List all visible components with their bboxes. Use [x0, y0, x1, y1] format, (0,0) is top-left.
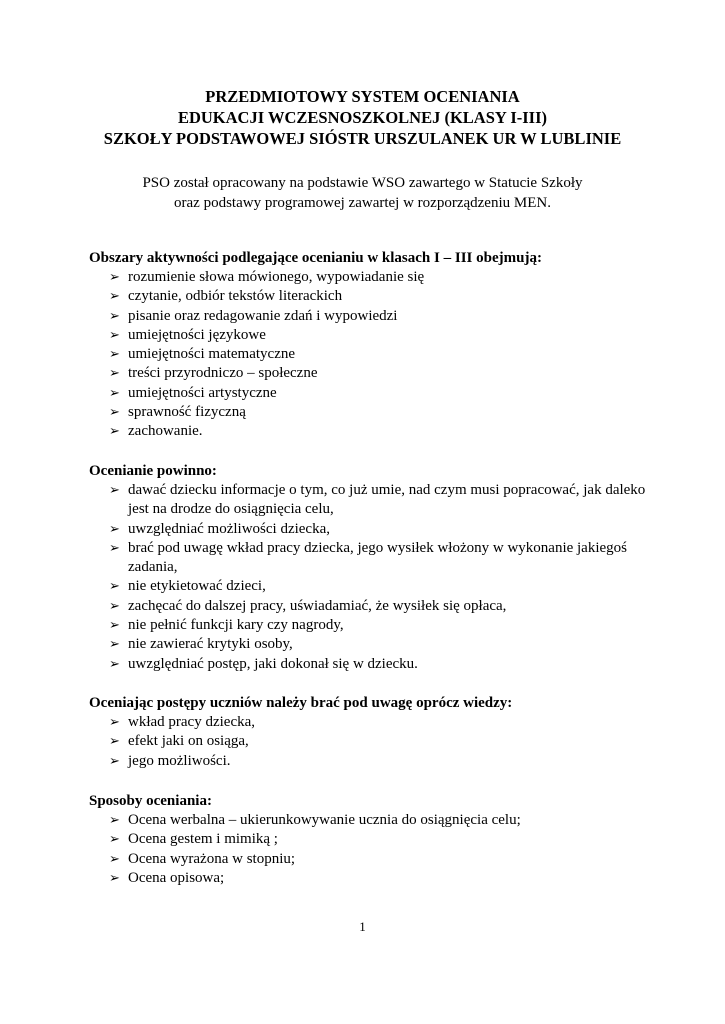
list-item: ➢ nie zawierać krytyki osoby,: [89, 635, 649, 654]
intro-line: PSO został opracowany na podstawie WSO zawartego w Statucie Szkoły: [142, 175, 583, 191]
list-item: ➢ zachęcać do dalszej pracy, uświadamiać, że wysiłek się opłaca,: [89, 597, 649, 616]
arrowhead-bullet-icon: ➢: [109, 308, 120, 324]
arrowhead-bullet-icon: ➢: [109, 598, 120, 614]
list-item: ➢ brać pod uwagę wkład pracy dziecka, jego wysiłek włożony w wykonanie jakiegoś zadania,: [109, 539, 628, 576]
arrowhead-bullet-icon: ➢: [109, 521, 120, 537]
arrowhead-bullet-icon: ➢: [109, 813, 120, 828]
arrowhead-bullet-icon: ➢: [109, 637, 120, 653]
arrowhead-bullet-icon: ➢: [109, 579, 120, 595]
list-item: ➢ nie etykietować dzieci,: [89, 577, 649, 596]
arrowhead-bullet-icon: ➢: [109, 618, 120, 634]
list-item: ➢ nie pełnić funkcji kary czy nagrody,: [89, 616, 649, 635]
list-item: ➢ uwzględniać możliwości dziecka,: [89, 520, 649, 539]
title-line: SZKOŁY PODSTAWOWEJ SIÓSTR URSZULANEK UR W LUBLINIE: [103, 129, 622, 148]
arrowhead-bullet-icon: ➢: [109, 270, 120, 285]
section-heading: Obszary aktywności podlegające ocenianiu w klasach I – III obejmują:: [89, 250, 542, 266]
list-item: ➢ umiejętności matematyczne: [89, 345, 649, 364]
arrowhead-bullet-icon: ➢: [109, 483, 120, 498]
intro-line: oraz podstawy programowej zawartej w rozporządzeniu MEN.: [174, 195, 551, 211]
list-item: ➢ Ocena werbalna – ukierunkowywanie ucznia do osiągnięcia celu;: [89, 811, 649, 830]
list-item: ➢ umiejętności artystyczne: [89, 384, 649, 403]
arrowhead-bullet-icon: ➢: [109, 424, 120, 440]
arrowhead-bullet-icon: ➢: [109, 347, 120, 363]
arrowhead-bullet-icon: ➢: [109, 656, 120, 672]
list-item: ➢ sprawność fizyczną: [89, 403, 649, 422]
page-number: 1: [359, 919, 366, 934]
bullet-list: [89, 811, 649, 888]
list-item: ➢ zachowanie.: [89, 422, 649, 441]
list-item: ➢ dawać dziecku informacje o tym, co już umie, nad czym musi popracować, jak daleko jest na drodze do osiągnięcia celu,: [109, 482, 646, 518]
section-heading: Oceniając postępy uczniów należy brać pod uwagę oprócz wiedzy:: [89, 695, 513, 711]
arrowhead-bullet-icon: ➢: [109, 385, 120, 401]
list-item: ➢ jego możliwości.: [89, 752, 649, 771]
list-item: ➢ wkład pracy dziecka,: [89, 713, 649, 732]
list-item: ➢ efekt jaki on osiąga,: [89, 732, 649, 751]
list-item: ➢ rozumienie słowa mówionego, wypowiadanie się: [89, 268, 649, 287]
list-item: ➢ treści przyrodniczo – społeczne: [89, 364, 649, 383]
arrowhead-bullet-icon: ➢: [109, 289, 120, 305]
bullet-list: [89, 481, 649, 674]
list-item: ➢ Ocena wyrażona w stopniu;: [89, 850, 649, 869]
list-item: ➢ czytanie, odbiór tekstów literackich: [89, 287, 649, 306]
list-item: ➢ umiejętności językowe: [89, 326, 649, 345]
list-item: ➢ uwzględniać postęp, jaki dokonał się w dziecku.: [89, 655, 649, 674]
bullet-list: [89, 713, 649, 771]
arrowhead-bullet-icon: ➢: [109, 851, 120, 867]
arrowhead-bullet-icon: ➢: [109, 715, 120, 730]
list-item: ➢ Ocena gestem i mimiką ;: [89, 830, 649, 849]
arrowhead-bullet-icon: ➢: [109, 405, 120, 421]
title-line: EDUKACJI WCZESNOSZKOLNEJ (KLASY I-III): [177, 108, 548, 127]
intro-paragraph: [0, 173, 725, 213]
document-title: [0, 86, 725, 149]
arrowhead-bullet-icon: ➢: [109, 870, 120, 886]
list-item: ➢ Ocena opisowa;: [89, 869, 649, 888]
bullet-list: [89, 268, 649, 442]
title-line: PRZEDMIOTOWY SYSTEM OCENIANIA: [205, 87, 520, 106]
section-assessment-areas: [89, 249, 649, 442]
section-assessment-methods: [89, 792, 649, 888]
section-progress-factors: [89, 694, 649, 771]
arrowhead-bullet-icon: ➢: [109, 540, 120, 556]
arrowhead-bullet-icon: ➢: [109, 734, 120, 750]
section-heading: Ocenianie powinno:: [89, 463, 217, 479]
list-item: ➢ pisanie oraz redagowanie zdań i wypowiedzi: [89, 307, 649, 326]
arrowhead-bullet-icon: ➢: [109, 327, 120, 343]
arrowhead-bullet-icon: ➢: [109, 366, 120, 382]
section-heading: Sposoby oceniania:: [89, 793, 212, 809]
arrowhead-bullet-icon: ➢: [109, 832, 120, 848]
section-assessment-should: [89, 462, 649, 674]
arrowhead-bullet-icon: ➢: [109, 753, 120, 769]
